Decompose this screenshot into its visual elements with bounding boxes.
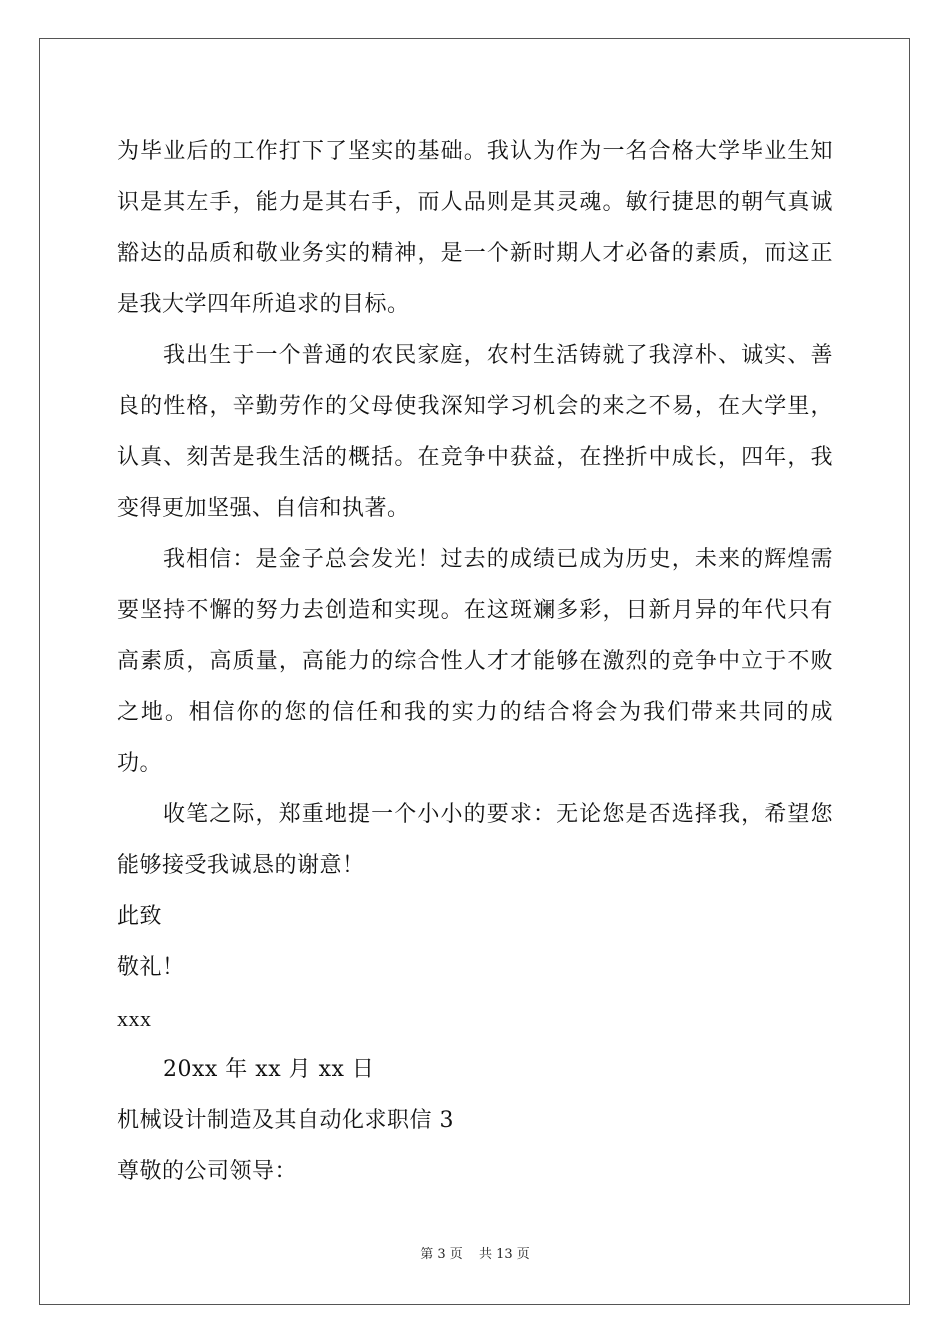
closing-jing-li: 敬礼！ (117, 955, 185, 980)
paragraph-closing-request: 收笔之际，郑重地提一个小小的要求：无论您是否选择我，希望您能够接受我诚恳的谢意！ (117, 802, 833, 878)
paragraph-continuation: 为毕业后的工作打下了坚实的基础。我认为作为一名合格大学毕业生知识是其左手，能力是其右手，而人品则是其灵魂。敏行捷思的朝气真诚豁达的品质和敬业务实的精神，是一个新时期人才必备的素质，而这正是我大学四年所追求的目标。 (117, 139, 833, 317)
letter-body (117, 126, 833, 1197)
paragraph-background: 我出生于一个普通的农民家庭，农村生活铸就了我淳朴、诚实、善良的性格，辛勤劳作的父母使我深知学习机会的来之不易，在大学里，认真、刻苦是我生活的概括。在竞争中获益，在挫折中成长，四年，我变得更加坚强、自信和执著。 (117, 343, 833, 521)
page-number-current: 第 3 页 (420, 1247, 463, 1262)
closing-ci-zhi: 此致 (117, 904, 163, 929)
salutation: 尊敬的公司领导： (117, 1159, 298, 1184)
page-footer (0, 1243, 950, 1262)
signature: xxx (117, 1006, 152, 1031)
page-number-total: 共 13 页 (478, 1247, 530, 1262)
paragraph-belief: 我相信：是金子总会发光！过去的成绩已成为历史，未来的辉煌需要坚持不懈的努力去创造和实现。在这斑斓多彩，日新月异的年代只有高素质，高质量，高能力的综合性人才才能够在激烈的竞争中立于不败之地。相信你的您的信任和我的实力的结合将会为我们带来共同的成功。 (117, 547, 833, 776)
date-line: 20xx 年 xx 月 xx 日 (163, 1057, 375, 1082)
next-letter-title: 机械设计制造及其自动化求职信 3 (117, 1108, 454, 1133)
